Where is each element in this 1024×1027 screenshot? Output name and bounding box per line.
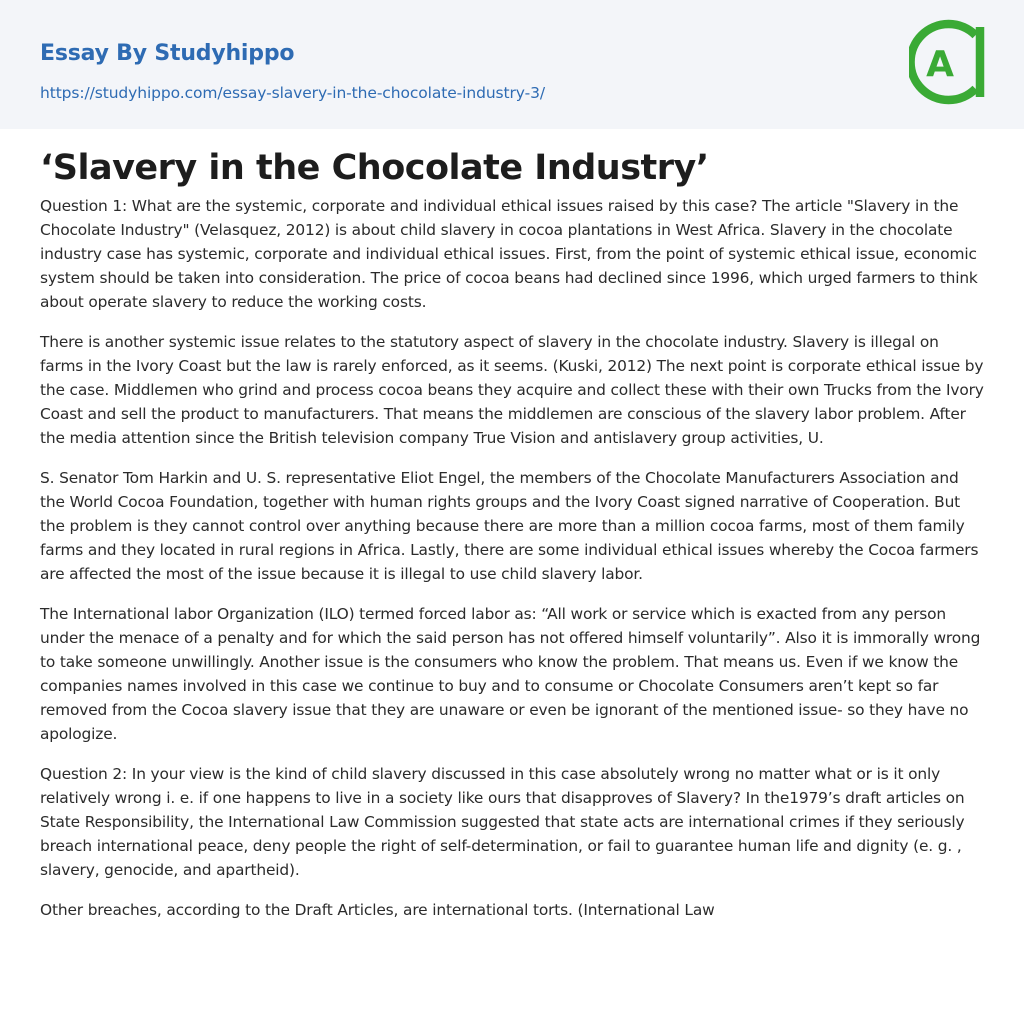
studyhippo-logo-icon[interactable] — [909, 17, 989, 107]
essay-paragraph: Question 2: In your view is the kind of child slavery discussed in this case absolutely wrong no matter what or is it only relatively wrong i. e. if one happens to live in a society like ours that disapproves of Slavery? In the1979’s draft articles on State Responsibility, the International Law Commission suggested that state acts are international crimes if they seriously breach international peace, deny people the right of self-determination, or fail to guarantee human life and dignity (e. g. , slavery, genocide, and apartheid). — [40, 765, 965, 879]
essay-paragraph: Question 1: What are the systemic, corporate and individual ethical issues raised by this case? The article "Slavery in the Chocolate Industry" (Velasquez, 2012) is about child slavery in cocoa plantations in West Africa. Slavery in the chocolate industry case has systemic, corporate and individual ethical issues. First, from the point of systemic ethical issue, economic system should be taken into consideration. The price of cocoa beans had declined since 1996, which urged farmers to think about operate slavery to reduce the working costs. — [40, 197, 978, 311]
essay-paragraph: S. Senator Tom Harkin and U. S. representative Eliot Engel, the members of the Chocolate Manufacturers Association and the World Cocoa Foundation, together with human rights groups and the Ivory Coast signed narrative of Cooperation. But the problem is they cannot control over anything because there are more than a million cocoa farms, most of them family farms and they located in rural regions in Africa. Lastly, there are some individual ethical issues whereby the Cocoa farmers are affected the most of the issue because it is illegal to use child slavery labor. — [40, 469, 979, 583]
essay-title: ‘Slavery in the Chocolate Industry’ — [40, 148, 709, 188]
essay-paragraph: The International labor Organization (ILO) termed forced labor as: “All work or service which is exacted from any person under the menace of a penalty and for which the said person has not offered himself voluntarily”. Also it is immorally wrong to take someone unwillingly. Another issue is the consumers who know the problem. That means us. Even if we know the companies names involved in this case we continue to buy and to consume or Chocolate Consumers aren’t kept so far removed from the Cocoa slavery issue that they are unaware or even be ignorant of the mentioned issue- so they have no apologize. — [40, 605, 981, 743]
site-title[interactable]: Essay By Studyhippo — [40, 41, 295, 66]
essay-paragraph: There is another systemic issue relates to the statutory aspect of slavery in the chocolate industry. Slavery is illegal on farms in the Ivory Coast but the law is rarely enforced, as it seems. (Kuski, 2012) The next point is corporate ethical issue by the case. Middlemen who grind and process cocoa beans they acquire and collect these with their own Trucks from the Ivory Coast and sell the product to manufacturers. That means the middlemen are conscious of the slavery labor problem. After the media attention since the British television company True Vision and antislavery group activities, U. — [40, 333, 984, 447]
essay-body — [40, 194, 984, 938]
logo-letter: A — [926, 44, 954, 85]
essay-paragraph: Other breaches, according to the Draft Articles, are international torts. (International Law — [40, 901, 715, 919]
source-url-link[interactable]: https://studyhippo.com/essay-slavery-in-the-chocolate-industry-3/ — [40, 84, 545, 102]
